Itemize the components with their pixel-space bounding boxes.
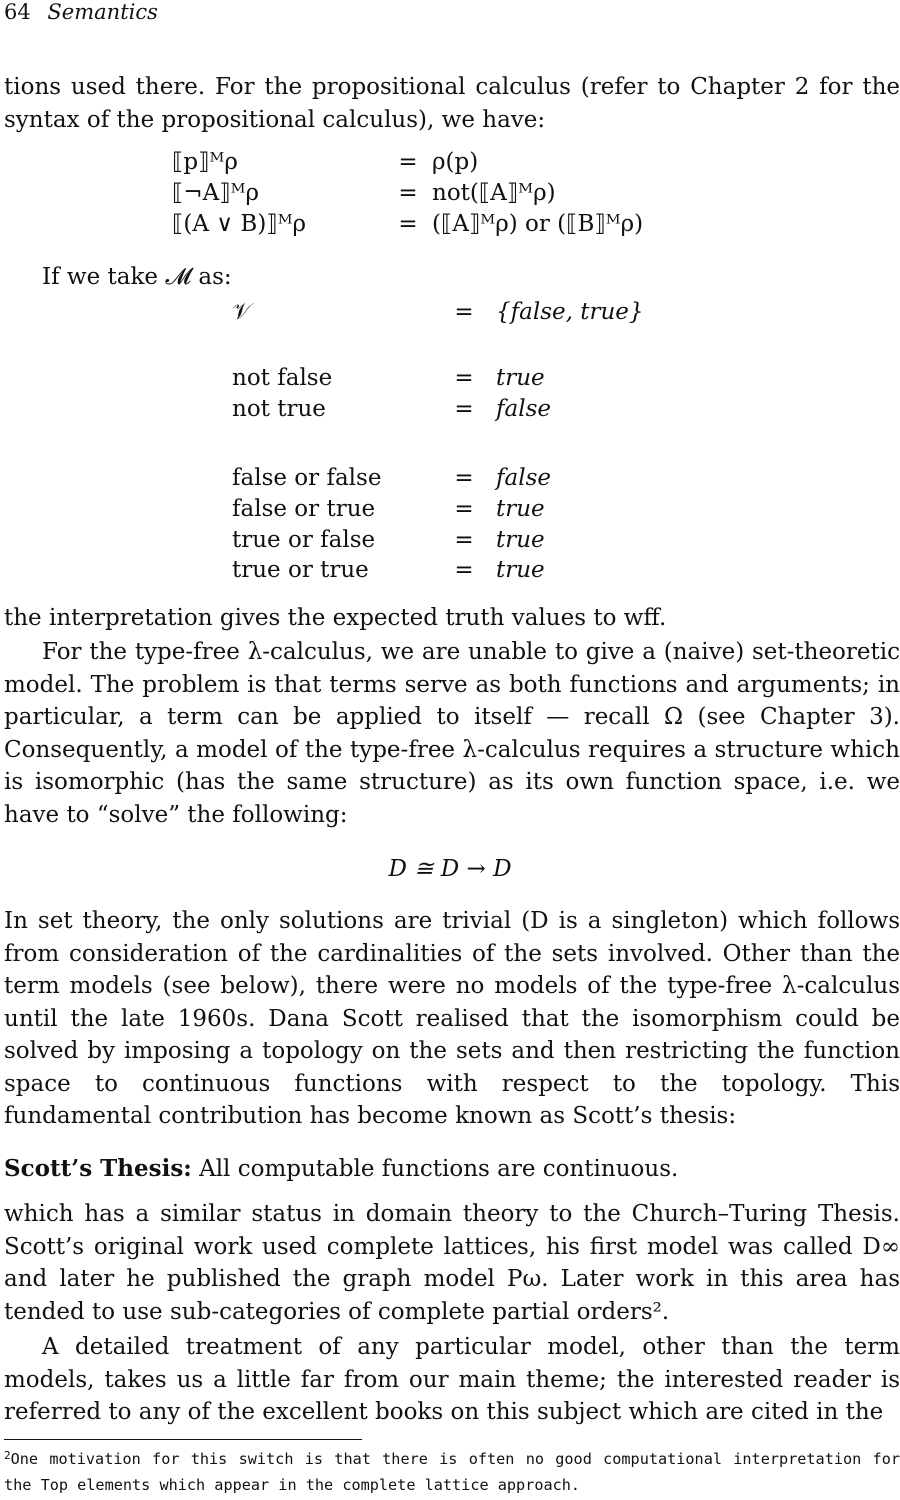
truth-row [232,494,551,525]
truth-lhs: true or false [232,526,376,553]
equation-rhs: (⟦A⟧ᴹρ) or (⟦B⟧ᴹρ) [432,210,644,237]
truth-rhs: true [496,365,545,391]
equation-row [172,178,643,209]
equation-row [172,147,643,178]
paragraph-set-theory: In set theory, the only solutions are trivial (D is a singleton) which follows from consideration of the cardinalities of the sets involved. Other than the term models (see below), there were no models of the type-free λ-calculus until the late 1960s. Dana Scott realised that the isomorphism could be solved by imposing a topology on the sets and then restricting the function space to continuous functions with respect to the topology. This fundamental contribution has become known as Scott’s thesis: [4,908,900,1129]
truth-rhs: false [496,395,551,422]
equation-rhs: ρ(p) [432,149,479,175]
truth-rhs: true [496,495,545,522]
footnote [4,1443,900,1498]
running-header [4,0,158,24]
equals-sign: = [454,299,474,325]
paragraph-type-free: For the type-free λ-calculus, we are unable to give a (naive) set-theoretic model. The problem is that terms serve as both functions and arguments; in particular, a term can be applied to itself — recall Ω (see Chapter 3). Consequently, a model of the type-free λ-calculus requires a structure which is isomorphic (has the same structure) as its own function space, i.e. we have to “solve” the following: [4,639,900,828]
paragraph-interpretation: the interpretation gives the expected truth values to wff. [4,605,667,631]
model-row [232,297,644,328]
thesis-label: Scott’s Thesis: [4,1155,192,1182]
propositional-semantics-equations [172,147,643,239]
not-truth-table [232,363,551,425]
equation-row [172,209,643,240]
truth-row [232,525,551,556]
equals-sign: = [454,365,474,391]
model-rhs: {false, true} [496,299,644,325]
equals-sign: = [398,149,418,175]
footnote-marker: 2 [4,1449,11,1462]
paragraph-intro: tions used there. For the propositional calculus (refer to Chapter 2 for the syntax of the propositional calculus), we have: [4,74,900,133]
equals-sign: = [454,395,474,422]
equals-sign: = [454,526,474,553]
truth-rhs: true [496,557,545,584]
running-title: Semantics [47,0,158,24]
truth-row [232,463,551,494]
truth-lhs: true or true [232,557,369,584]
paragraph-domain-theory: which has a similar status in domain theory to the Church–Turing Thesis. Scott’s original work used complete lattices, his first model was called D∞ and later he published the graph model Pω. Later work in this area has tended to use sub-categories of complete partial orders². [4,1201,900,1325]
equals-sign: = [454,495,474,522]
equals-sign: = [398,179,418,206]
paragraph-detailed-treatment: A detailed treatment of any particular model, other than the term models, takes us a little far from our main theme; the interested reader is referred to any of the excellent books on this subject which are cited in the [4,1334,900,1425]
model-lhs: 𝒱 [232,299,252,325]
truth-row [232,363,551,394]
isomorphism-equation: D ≅ D → D [388,856,512,882]
take-model-line: If we take 𝓜 as: [42,264,232,290]
equation-rhs: not(⟦A⟧ᴹρ) [432,179,556,206]
equation-lhs: ⟦p⟧ᴹρ [172,149,238,175]
truth-lhs: not false [232,365,333,391]
footnote-rule [4,1439,362,1440]
truth-lhs: not true [232,395,326,422]
truth-rhs: true [496,526,545,553]
equals-sign: = [398,210,418,237]
truth-lhs: false or true [232,495,376,522]
model-definition-table [232,297,644,328]
truth-row [232,555,551,586]
truth-rhs: false [496,465,551,491]
scotts-thesis [4,1153,678,1185]
equals-sign: = [454,465,474,491]
equation-lhs: ⟦(A ∨ B)⟧ᴹρ [172,210,307,237]
page-number: 64 [4,0,31,24]
truth-row [232,394,551,425]
equals-sign: = [454,557,474,584]
footnote-text: One motivation for this switch is that there is often no good computational interpretation for the Top elements which appear in the complete lattice approach. [4,1450,900,1494]
equation-lhs: ⟦¬A⟧ᴹρ [172,179,260,206]
truth-lhs: false or false [232,465,382,491]
or-truth-table [232,463,551,586]
thesis-statement: All computable functions are continuous. [199,1156,679,1182]
